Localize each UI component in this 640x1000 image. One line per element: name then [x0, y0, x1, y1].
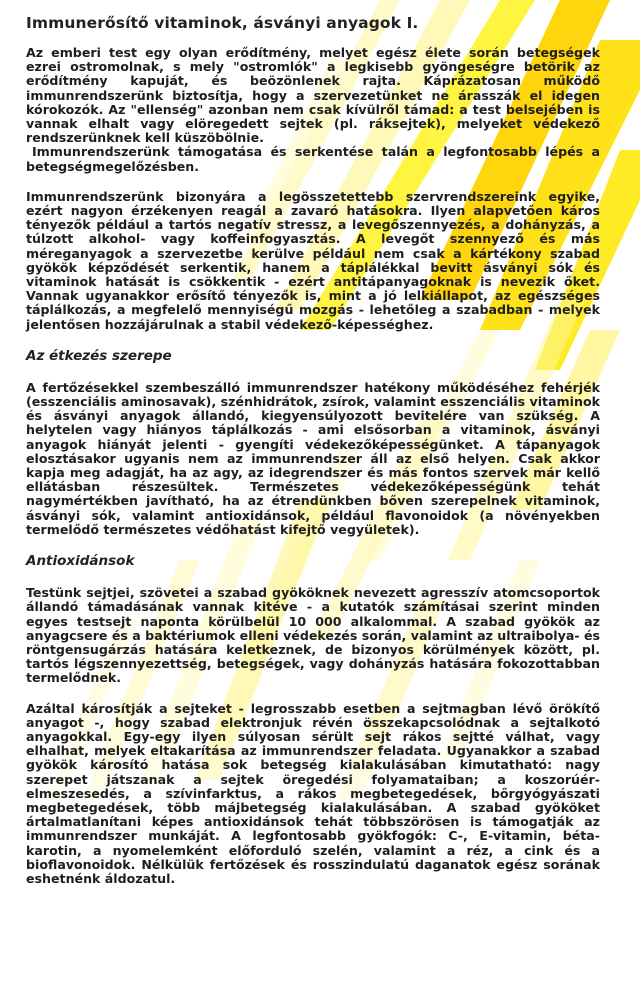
section-heading-antioxidansok: Antioxidánsok — [26, 553, 135, 570]
section-paragraph: Azáltal károsítják a sejteket - legrosszabb esetben a sejtmagban lévő örökítő anyagot -, hogy szabad elektronjuk révén összekapcsolódnak a sejtalkotó anyagokkal. Egy-egy ilyen súlyosan sérült sejt rákos sejtté válhat, vagy elhalhat, melyek eltakarítása az immunrendszer feladata. Ugyanakkor a szabad gyökök károsító hatása sok betegség kialakulásában kimutatható: nagy szerepet játszanak a sejtek öregedési folyamataiban; a koszorúér-elmeszesedés, a szívinfarktus, a rákos megbetegedések, bőrgyógyászati megbetegedések, több májbetegség kialakulásában. A szabad gyököket ártalmatlanítani képes antioxidánsok tehát többszörösen is támogatják az immunrendszer munkáját. A legfontosabb gyökfogók: C-, E-vitamin, béta-karotin, a nyomelemként előforduló szelén, valamint a réz, a cink és a bioflavonoidok. Nélkülük fertőzések és rosszindulatú daganatok egész sorának eshetnénk áldozatul. — [26, 700, 600, 886]
intro-text: Az emberi test egy olyan erődítmény, melyet egész élete során betegségek ezrei ostromolnak, s mely "ostromlók" a legkisebb gyöngeségre betörik az erődítmény kapuját, és beözönlenek rajta. Káprázatosan működő immunrendszerünk biztosítja, hogy a szervezetünket ne árasszák el idegen kórokozók. Az "ellenség" azonban nem csak kívülről támad: a test belsejében is vannak elhalt vagy elöregedett sejtek (pl. ráksejtek), melyeket védekező rendszerünknek kell küszöbölnie. — [26, 45, 600, 146]
section-paragraph: A fertőzésekkel szembeszálló immunrendszer hatékony működéséhez fehérjék (esszenciális aminosavak), szénhidrátok, zsírok, valamint esszenciális vitaminok és ásványi anyagok állandó, kiegyensúlyozott bevitelére van szükség. A helytelen vagy hiányos táplálkozás - ami elsősorban a vitaminok, ásványi anyagok hiányát jelenti - gyengíti védekezőképességünket. A tápanyagok elosztásakor ugyanis nem az immunrendszer áll az első helyen. Csak akkor kapja meg adagját, ha az agy, az idegrendszer és más fontos szervek már kellő ellátásban részesültek. Természetes védekezőképességünk tehát nagymértékben javítható, ha az étrendünkben bőven szerepelnek vitaminok, ásványi sók, valamint antioxidánsok, például flavonoidok (a növényekben termelődő természetes védőhatást kifejtő vegyületek). — [26, 379, 600, 537]
intro-paragraph-1 — [26, 46, 600, 174]
intro-text-continued: Immunrendszerünk támogatása és serkentése talán a legfontosabb lépés a betegségmegelőzésben. — [26, 144, 600, 174]
section-heading-etkezes: Az étkezés szerepe — [26, 347, 172, 364]
section-paragraph: Testünk sejtjei, szövetei a szabad gyököknek nevezett agresszív atomcsoportok állandó támadásának vannak kitéve - a kutatók számításai szerint minden egyes testsejt naponta körülbelül 10 000 alkalommal. A szabad gyökök az anyagcsere és a baktériumok elleni védekezés során, valamint az ultraibolya- és röntgensugárzás hatására keletkeznek, de bizonyos körülmények között, pl. tartós légszennyezettség, betegségek, vagy dohányzás hatására fokozottabban termelődnek. — [26, 585, 600, 686]
article — [26, 14, 600, 902]
intro-paragraph-2: Immunrendszerünk bizonyára a legösszetettebb szervrendszereink egyike, ezért nagyon érzékenyen reagál a zavaró hatásokra. Ilyen alapvetően káros tényezők például a tartós negatív stressz, a levegőszennyezés, a dohányzás, a túlzott alkohol- vagy koffeinfogyasztás. A levegőt szennyező és más méreganyagok a szervezetbe kerülve például nem csak a kártékony szabad gyökök képződését serkentik, hanem a táplálékkal bevitt ásványi sók és vitaminok hatását is csökkentik - ezért antitápanyagoknak is nevezik őket. Vannak ugyanakkor erősítő tényezők is, mint a jó lelkiállapot, az egészséges táplálkozás, a megfelelő mennyiségű mozgás - lehetőleg a szabadban - melyek jelentősen hozzájárulnak a stabil védekező-képességhez. — [26, 188, 600, 332]
page-title: Immunerősítő vitaminok, ásványi anyagok I. — [26, 14, 419, 32]
